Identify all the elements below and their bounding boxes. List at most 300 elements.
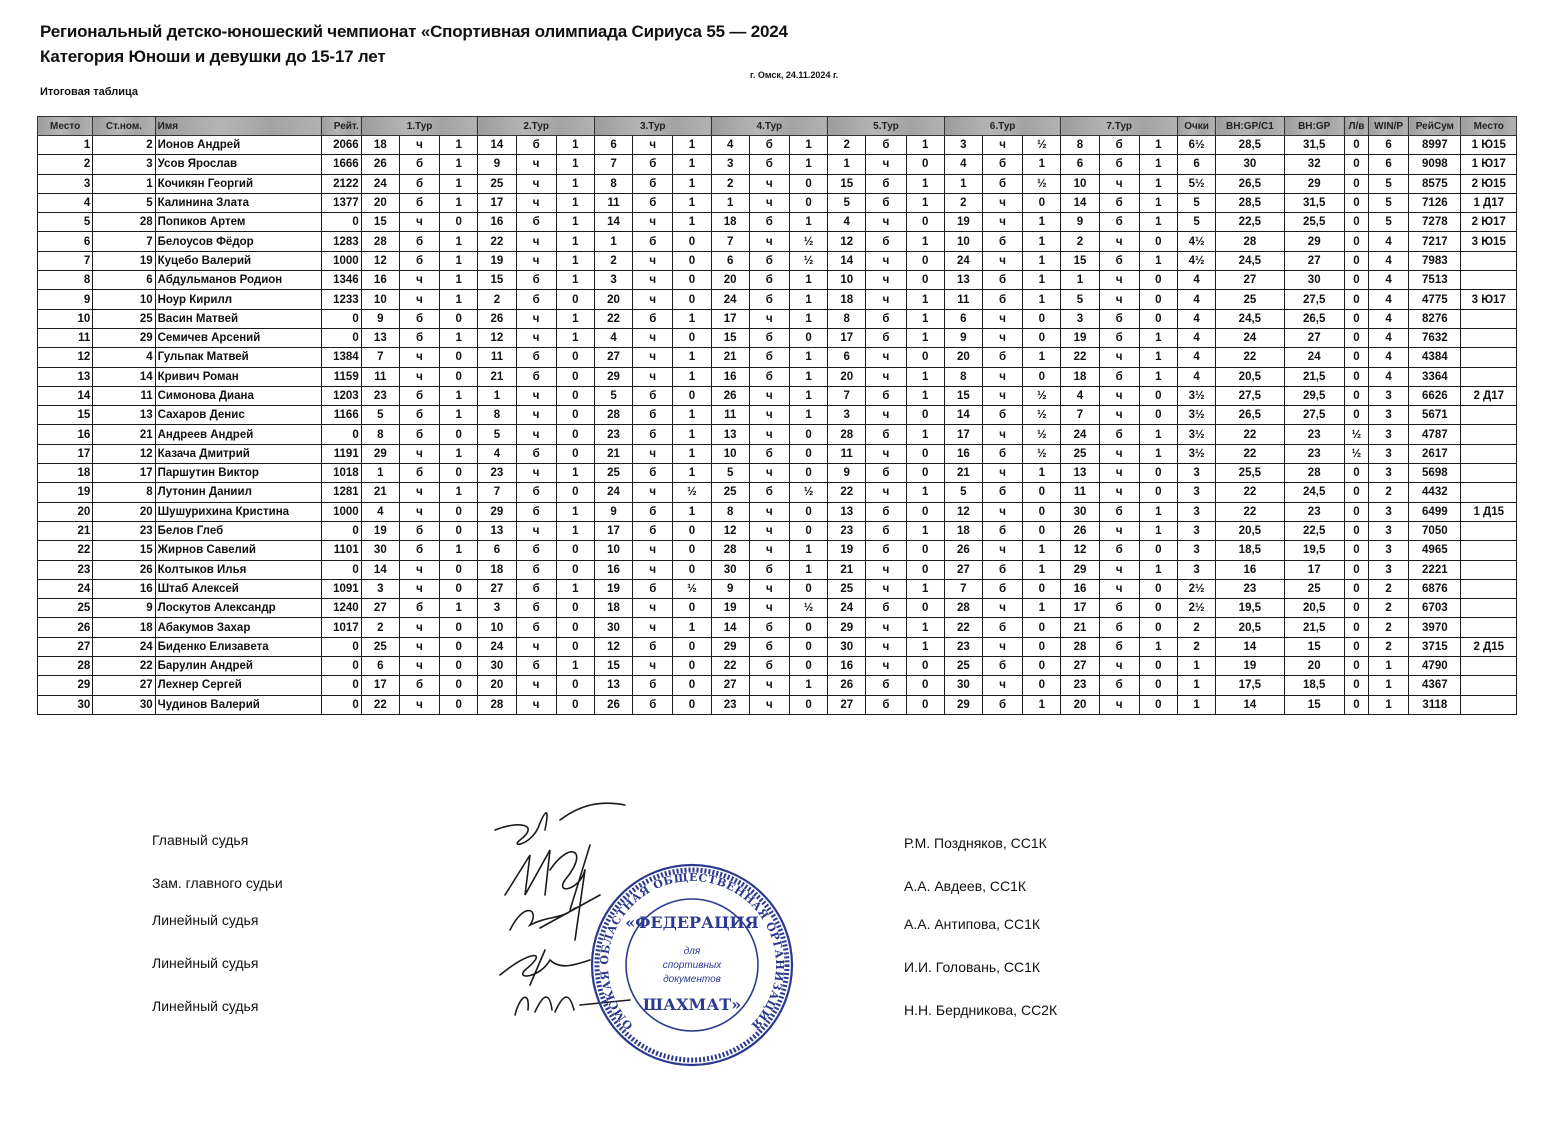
cell-round-result: ½	[1023, 406, 1061, 425]
cell-round-result: 0	[789, 521, 827, 540]
cell-category-place	[1461, 695, 1517, 714]
cell-round-result: 0	[906, 406, 944, 425]
cell-place: 6	[38, 232, 93, 251]
cell-points: 3½	[1177, 406, 1215, 425]
cell-round-opponent: 23	[711, 695, 749, 714]
cell-round-result: 0	[1023, 502, 1061, 521]
cell-round-opponent: 14	[1061, 193, 1099, 212]
cell-round-result: 0	[1023, 579, 1061, 598]
table-row	[38, 483, 1517, 502]
cell-round-opponent: 29	[361, 444, 399, 463]
cell-place: 10	[38, 309, 93, 328]
cell-round-color: ч	[866, 579, 906, 598]
cell-round-color: ч	[749, 425, 789, 444]
header-rating-sum: РейСум	[1409, 117, 1461, 136]
cell-round-result: 1	[440, 386, 478, 405]
cell-rating: 0	[321, 521, 361, 540]
cell-round-opponent: 13	[594, 676, 632, 695]
cell-bh-gp: 22,5	[1284, 521, 1344, 540]
cell-round-opponent: 7	[828, 386, 866, 405]
cell-round-result: 1	[673, 136, 711, 155]
cell-round-color: ч	[399, 695, 439, 714]
cell-rating-sum: 8276	[1409, 309, 1461, 328]
cell-round-color: б	[866, 386, 906, 405]
cell-round-opponent: 9	[711, 579, 749, 598]
cell-round-result: 1	[789, 676, 827, 695]
cell-round-result: 1	[789, 560, 827, 579]
cell-points: 3	[1177, 521, 1215, 540]
cell-win: 3	[1368, 541, 1408, 560]
cell-round-color: б	[399, 521, 439, 540]
header-round-3: 3.Тур	[594, 117, 711, 136]
cell-rating-sum: 3970	[1409, 618, 1461, 637]
cell-round-color: б	[982, 560, 1022, 579]
cell-bh-gp-c1: 28	[1216, 232, 1284, 251]
cell-round-result: 0	[440, 425, 478, 444]
cell-round-color: ч	[516, 464, 556, 483]
cell-round-result: 0	[906, 444, 944, 463]
cell-round-color: б	[1099, 367, 1139, 386]
cell-category-place	[1461, 251, 1517, 270]
cell-round-opponent: 17	[478, 193, 516, 212]
cell-round-result: 1	[1023, 232, 1061, 251]
cell-round-result: 0	[673, 290, 711, 309]
cell-bh-gp-c1: 28,5	[1216, 136, 1284, 155]
cell-round-result: 0	[440, 695, 478, 714]
cell-round-result: 0	[906, 541, 944, 560]
cell-round-result: 1	[673, 174, 711, 193]
cell-bh-gp: 27	[1284, 328, 1344, 347]
cell-rating: 1018	[321, 464, 361, 483]
cell-round-result: 1	[556, 521, 594, 540]
cell-round-opponent: 23	[594, 425, 632, 444]
cell-points: 4½	[1177, 251, 1215, 270]
cell-round-opponent: 18	[711, 213, 749, 232]
cell-round-opponent: 27	[828, 695, 866, 714]
cell-round-color: ч	[399, 502, 439, 521]
cell-round-opponent: 5	[594, 386, 632, 405]
cell-round-opponent: 29	[828, 618, 866, 637]
cell-round-color: б	[866, 599, 906, 618]
cell-round-result: 1	[789, 290, 827, 309]
cell-category-place: 2 Ю15	[1461, 174, 1517, 193]
cell-rating-sum: 4775	[1409, 290, 1461, 309]
cell-round-color: ч	[516, 193, 556, 212]
cell-rating: 1240	[321, 599, 361, 618]
cell-place: 14	[38, 386, 93, 405]
cell-round-color: ч	[633, 541, 673, 560]
cell-round-opponent: 24	[594, 483, 632, 502]
cell-round-color: б	[516, 502, 556, 521]
cell-category-place	[1461, 657, 1517, 676]
cell-category-place	[1461, 541, 1517, 560]
cell-round-color: ч	[1099, 560, 1139, 579]
cell-round-opponent: 5	[361, 406, 399, 425]
cell-round-result: 0	[440, 502, 478, 521]
cell-bh-gp-c1: 19	[1216, 657, 1284, 676]
cell-round-result: 1	[906, 521, 944, 540]
cell-lv: 0	[1344, 193, 1368, 212]
cell-round-color: б	[399, 676, 439, 695]
cell-round-result: 1	[556, 232, 594, 251]
cell-win: 2	[1368, 579, 1408, 598]
table-row	[38, 136, 1517, 155]
cell-round-color: б	[982, 444, 1022, 463]
cell-round-result: ½	[789, 251, 827, 270]
header-bh-gp-c1: BH:GP/C1	[1216, 117, 1284, 136]
cell-start-no: 10	[93, 290, 155, 309]
cell-rating-sum: 6499	[1409, 502, 1461, 521]
cell-round-opponent: 24	[711, 290, 749, 309]
cell-round-result: 0	[556, 425, 594, 444]
cell-round-opponent: 21	[594, 444, 632, 463]
cell-round-color: б	[516, 367, 556, 386]
cell-round-color: б	[633, 174, 673, 193]
cell-points: 2½	[1177, 579, 1215, 598]
cell-points: 6	[1177, 155, 1215, 174]
cell-round-opponent: 5	[711, 464, 749, 483]
table-row	[38, 676, 1517, 695]
cell-category-place	[1461, 618, 1517, 637]
cell-place: 12	[38, 348, 93, 367]
cell-bh-gp-c1: 22	[1216, 444, 1284, 463]
cell-rating-sum: 7513	[1409, 271, 1461, 290]
cell-round-opponent: 30	[1061, 502, 1099, 521]
cell-round-result: 0	[1139, 464, 1177, 483]
cell-round-result: 1	[906, 328, 944, 347]
table-row	[38, 174, 1517, 193]
cell-rating: 1666	[321, 155, 361, 174]
cell-start-no: 28	[93, 213, 155, 232]
cell-round-opponent: 1	[361, 464, 399, 483]
cell-round-opponent: 25	[594, 464, 632, 483]
cell-player-name: Абакумов Захар	[155, 618, 321, 637]
cell-round-opponent: 26	[944, 541, 982, 560]
cell-round-result: 0	[673, 521, 711, 540]
cell-round-opponent: 23	[478, 464, 516, 483]
cell-round-color: ч	[1099, 579, 1139, 598]
cell-round-result: 1	[1139, 444, 1177, 463]
cell-round-color: б	[982, 348, 1022, 367]
cell-round-result: 0	[673, 695, 711, 714]
cell-round-result: 0	[1139, 541, 1177, 560]
cell-round-opponent: 4	[478, 444, 516, 463]
cell-round-result: 1	[1023, 348, 1061, 367]
cell-round-result: 0	[673, 676, 711, 695]
cell-round-result: 1	[1139, 425, 1177, 444]
table-row	[38, 560, 1517, 579]
cell-round-result: 0	[673, 657, 711, 676]
cell-start-no: 6	[93, 271, 155, 290]
cell-points: 3	[1177, 560, 1215, 579]
cell-round-result: 1	[789, 271, 827, 290]
cell-round-color: ч	[749, 309, 789, 328]
cell-lv: ½	[1344, 444, 1368, 463]
cell-round-result: 1	[1139, 367, 1177, 386]
cell-round-opponent: 3	[478, 599, 516, 618]
cell-round-opponent: 30	[478, 657, 516, 676]
cell-round-opponent: 13	[711, 425, 749, 444]
signature-stroke	[510, 870, 600, 940]
cell-round-opponent: 18	[944, 521, 982, 540]
cell-round-opponent: 29	[944, 695, 982, 714]
cell-round-opponent: 19	[944, 213, 982, 232]
cell-place: 30	[38, 695, 93, 714]
header-lv: Л/в	[1344, 117, 1368, 136]
cell-round-result: 0	[906, 676, 944, 695]
cell-round-color: б	[866, 425, 906, 444]
cell-points: 5	[1177, 213, 1215, 232]
cell-round-color: б	[749, 560, 789, 579]
cell-round-result: 0	[673, 541, 711, 560]
cell-round-color: ч	[399, 618, 439, 637]
cell-bh-gp-c1: 27,5	[1216, 386, 1284, 405]
cell-round-color: б	[399, 386, 439, 405]
cell-round-opponent: 26	[711, 386, 749, 405]
cell-rating: 0	[321, 676, 361, 695]
cell-lv: 0	[1344, 174, 1368, 193]
cell-round-color: ч	[866, 213, 906, 232]
cell-win: 2	[1368, 483, 1408, 502]
cell-points: 1	[1177, 657, 1215, 676]
cell-place: 8	[38, 271, 93, 290]
cell-round-color: б	[1099, 502, 1139, 521]
cell-round-result: 0	[440, 464, 478, 483]
cell-round-opponent: 16	[944, 444, 982, 463]
cell-player-name: Калинина Злата	[155, 193, 321, 212]
cell-round-result: 1	[789, 386, 827, 405]
cell-bh-gp-c1: 22	[1216, 348, 1284, 367]
cell-round-color: б	[1099, 309, 1139, 328]
cell-round-opponent: 27	[944, 560, 982, 579]
cell-round-color: б	[749, 637, 789, 656]
cell-round-result: 1	[789, 367, 827, 386]
cell-round-color: ч	[982, 502, 1022, 521]
cell-bh-gp-c1: 22	[1216, 425, 1284, 444]
cell-round-opponent: 8	[478, 406, 516, 425]
cell-round-result: 0	[906, 657, 944, 676]
cell-rating-sum: 6626	[1409, 386, 1461, 405]
cell-round-color: ч	[1099, 695, 1139, 714]
official-role: Зам. главного судьи	[152, 875, 283, 891]
cell-round-opponent: 7	[594, 155, 632, 174]
cell-round-result: 0	[440, 367, 478, 386]
cell-round-opponent: 25	[361, 637, 399, 656]
federation-stamp	[590, 860, 795, 1075]
cell-round-opponent: 20	[828, 367, 866, 386]
cell-player-name: Чудинов Валерий	[155, 695, 321, 714]
cell-bh-gp: 15	[1284, 637, 1344, 656]
cell-start-no: 30	[93, 695, 155, 714]
cell-bh-gp-c1: 14	[1216, 637, 1284, 656]
cell-lv: 0	[1344, 657, 1368, 676]
cell-round-color: б	[1099, 541, 1139, 560]
cell-round-result: 1	[440, 444, 478, 463]
cell-start-no: 15	[93, 541, 155, 560]
cell-round-opponent: 26	[1061, 521, 1099, 540]
cell-start-no: 11	[93, 386, 155, 405]
cell-round-opponent: 8	[361, 425, 399, 444]
header-rating: Рейт.	[321, 117, 361, 136]
cell-round-color: ч	[1099, 483, 1139, 502]
cell-round-color: б	[866, 464, 906, 483]
cell-rating: 1377	[321, 193, 361, 212]
header-points: Очки	[1177, 117, 1215, 136]
table-row	[38, 444, 1517, 463]
official-name: Р.М. Поздняков, СС1К	[904, 835, 1047, 851]
cell-round-opponent: 7	[944, 579, 982, 598]
cell-round-color: б	[399, 425, 439, 444]
header-round-4: 4.Тур	[711, 117, 828, 136]
header-place: Место	[38, 117, 93, 136]
cell-round-color: б	[982, 155, 1022, 174]
cell-round-color: б	[982, 290, 1022, 309]
cell-place: 26	[38, 618, 93, 637]
cell-round-result: 1	[673, 193, 711, 212]
cell-round-result: 0	[1139, 406, 1177, 425]
cell-player-name: Казача Дмитрий	[155, 444, 321, 463]
cell-round-opponent: 14	[711, 618, 749, 637]
cell-round-opponent: 24	[828, 599, 866, 618]
cell-round-color: б	[749, 290, 789, 309]
cell-round-opponent: 17	[711, 309, 749, 328]
cell-lv: 0	[1344, 695, 1368, 714]
cell-round-result: 0	[556, 386, 594, 405]
cell-round-result: 1	[906, 425, 944, 444]
cell-round-result: 0	[789, 695, 827, 714]
cell-lv: 0	[1344, 290, 1368, 309]
cell-category-place: 3 Ю17	[1461, 290, 1517, 309]
cell-round-color: б	[1099, 251, 1139, 270]
cell-round-color: б	[399, 309, 439, 328]
cell-round-opponent: 22	[361, 695, 399, 714]
cell-rating: 1166	[321, 406, 361, 425]
cell-round-opponent: 24	[478, 637, 516, 656]
cell-start-no: 26	[93, 560, 155, 579]
cell-rating: 1233	[321, 290, 361, 309]
cell-round-result: 1	[1023, 695, 1061, 714]
stamp-center-note	[663, 946, 723, 985]
cell-round-color: ч	[399, 483, 439, 502]
cell-bh-gp: 25	[1284, 579, 1344, 598]
cell-round-opponent: 15	[1061, 251, 1099, 270]
cell-start-no: 21	[93, 425, 155, 444]
table-row	[38, 155, 1517, 174]
cell-lv: 0	[1344, 676, 1368, 695]
cell-points: 5½	[1177, 174, 1215, 193]
cell-rating-sum: 3715	[1409, 637, 1461, 656]
cell-place: 23	[38, 560, 93, 579]
cell-bh-gp: 32	[1284, 155, 1344, 174]
cell-round-result: 1	[1139, 174, 1177, 193]
cell-round-color: ч	[516, 232, 556, 251]
cell-round-color: ч	[866, 406, 906, 425]
cell-round-color: б	[1099, 676, 1139, 695]
cell-bh-gp: 23	[1284, 425, 1344, 444]
cell-round-color: ч	[866, 290, 906, 309]
stamp-center-top: «ФЕДЕРАЦИЯ	[625, 913, 759, 932]
cell-round-color: ч	[749, 521, 789, 540]
cell-round-result: 1	[906, 232, 944, 251]
cell-round-result: 1	[1023, 464, 1061, 483]
cell-round-opponent: 20	[1061, 695, 1099, 714]
cell-round-result: 0	[906, 155, 944, 174]
cell-round-color: ч	[399, 560, 439, 579]
cell-lv: 0	[1344, 213, 1368, 232]
signature-stroke	[500, 950, 590, 985]
cell-round-opponent: 12	[478, 328, 516, 347]
cell-bh-gp: 29	[1284, 232, 1344, 251]
cell-bh-gp-c1: 14	[1216, 695, 1284, 714]
cell-round-color: ч	[633, 483, 673, 502]
cell-round-opponent: 29	[1061, 560, 1099, 579]
cell-bh-gp-c1: 20,5	[1216, 367, 1284, 386]
cell-round-color: б	[633, 425, 673, 444]
cell-round-color: ч	[1099, 657, 1139, 676]
cell-place: 28	[38, 657, 93, 676]
cell-points: 4	[1177, 290, 1215, 309]
standings-table	[37, 116, 1517, 715]
cell-round-color: ч	[866, 657, 906, 676]
cell-round-color: б	[399, 464, 439, 483]
cell-round-color: б	[866, 328, 906, 347]
cell-bh-gp-c1: 24	[1216, 328, 1284, 347]
cell-round-result: 1	[556, 155, 594, 174]
table-row	[38, 579, 1517, 598]
cell-round-opponent: 26	[594, 695, 632, 714]
cell-round-color: б	[633, 464, 673, 483]
cell-round-result: 0	[1139, 676, 1177, 695]
cell-round-opponent: 11	[1061, 483, 1099, 502]
cell-points: 2	[1177, 618, 1215, 637]
cell-round-opponent: 8	[711, 502, 749, 521]
cell-bh-gp: 26,5	[1284, 309, 1344, 328]
cell-round-color: ч	[982, 541, 1022, 560]
cell-win: 4	[1368, 309, 1408, 328]
cell-bh-gp-c1: 24,5	[1216, 309, 1284, 328]
cell-round-opponent: 3	[944, 136, 982, 155]
cell-round-result: ½	[1023, 425, 1061, 444]
cell-round-result: 1	[906, 579, 944, 598]
cell-category-place: 2 Д17	[1461, 386, 1517, 405]
cell-round-opponent: 21	[711, 348, 749, 367]
cell-round-result: 0	[1023, 193, 1061, 212]
cell-place: 22	[38, 541, 93, 560]
cell-round-opponent: 10	[828, 271, 866, 290]
cell-round-opponent: 3	[361, 579, 399, 598]
cell-round-color: б	[633, 406, 673, 425]
cell-round-color: б	[749, 271, 789, 290]
cell-round-color: б	[982, 695, 1022, 714]
cell-player-name: Андреев Андрей	[155, 425, 321, 444]
table-row	[38, 406, 1517, 425]
cell-round-color: б	[1099, 136, 1139, 155]
cell-start-no: 8	[93, 483, 155, 502]
cell-round-opponent: 17	[828, 328, 866, 347]
cell-round-result: 0	[1023, 367, 1061, 386]
table-subtitle: Итоговая таблица	[40, 86, 139, 98]
table-row	[38, 618, 1517, 637]
cell-round-color: ч	[749, 695, 789, 714]
cell-rating: 0	[321, 637, 361, 656]
cell-round-color: ч	[866, 560, 906, 579]
cell-round-result: 1	[1023, 155, 1061, 174]
cell-player-name: Симонова Диана	[155, 386, 321, 405]
cell-round-opponent: 4	[944, 155, 982, 174]
cell-place: 25	[38, 599, 93, 618]
cell-rating-sum: 4367	[1409, 676, 1461, 695]
cell-bh-gp: 18,5	[1284, 676, 1344, 695]
